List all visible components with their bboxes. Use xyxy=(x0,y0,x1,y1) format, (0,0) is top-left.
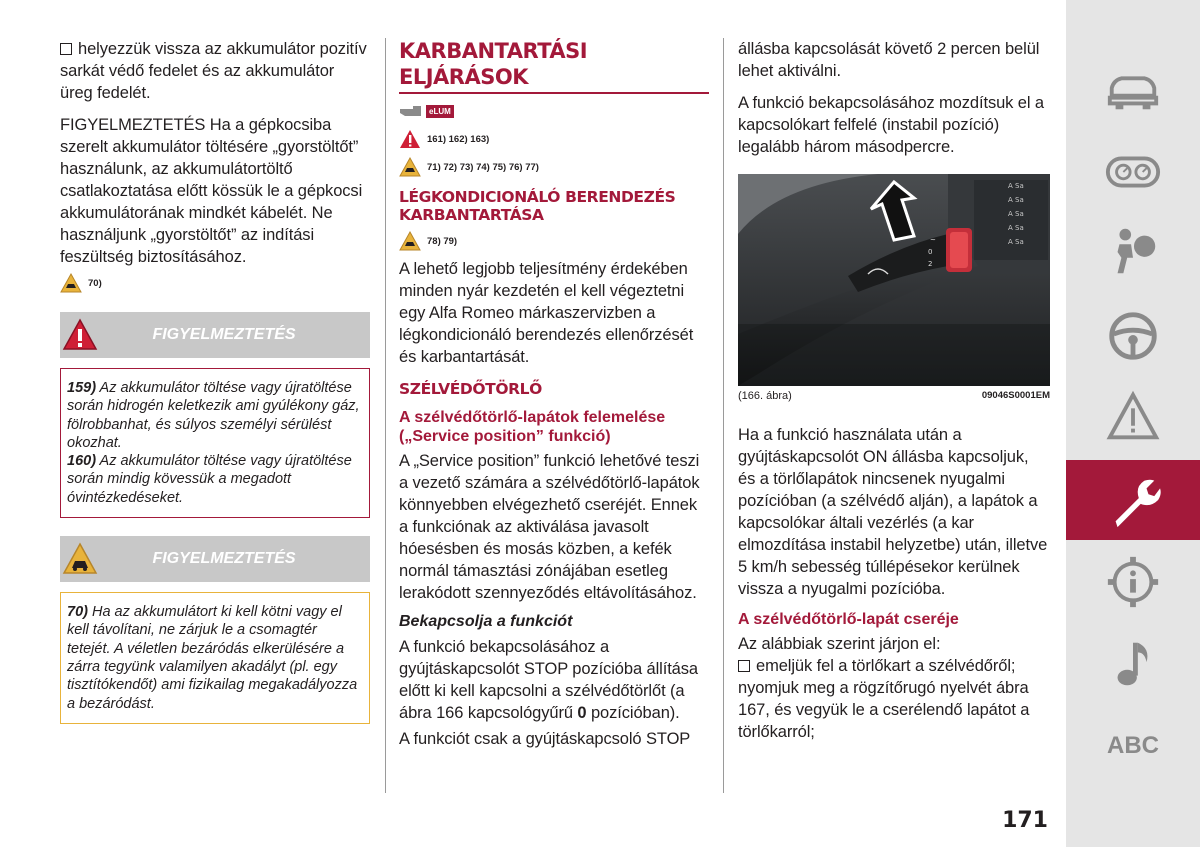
bullet-paragraph xyxy=(60,38,370,104)
activate-paragraph-2: A funkciót csak a gyújtáskapcsoló STOP xyxy=(399,730,691,748)
sidebar-item-warning[interactable] xyxy=(1066,378,1200,458)
warning-text: Az akkumulátor töltése vagy újratöltése során hidrogén keletkezik ami gyúlékony gáz, fölrobbanhat, és súlyos személyi sérülést okozhat. xyxy=(67,380,360,451)
sidebar-item-maintenance[interactable] xyxy=(1066,460,1200,540)
svg-text:A Sa: A Sa xyxy=(1008,238,1024,246)
activate-bold: 0 xyxy=(577,704,587,722)
after-use-paragraph: Ha a funkció használata után a gyújtáskapcsolót ON állásba kapcsoljuk, és a törlőlapátok nincsenek nyugalmi pozícióban (a szélvédő alján), a lapátok a kapcsolókar általi vezérlés (a kar elmozdítása instabil helyzetbe) után, illetve 5 km/h sebesség túllépésekor kerülnek vissza a nyugalmi pozícióba. xyxy=(738,426,1048,598)
warning-body-yellow xyxy=(60,592,370,724)
figure-caption xyxy=(738,390,1050,402)
ref-line-red xyxy=(399,128,709,150)
replace-bullet-text: emeljük fel a törlőkart a szélvédőről; nyomjuk meg a rögzítőrugó nyelvét ábra 167, és vegyük le a cserélendő lapátot a törlőkarról; xyxy=(738,657,1030,741)
replace-intro: Az alábbiak szerint járjon el: xyxy=(738,635,941,653)
elum-line xyxy=(399,100,709,122)
warning-text: Ha az akkumulátort ki kell kötni vagy el kell távolítani, ne zárjuk le a csomagtér tetejét. A véletlen bezáródás elkerülésére a zárra tegyünk valamilyen akadályt (pl. egy tisztítókendőt) ami fizikailag megakadályozza a bezáródást. xyxy=(67,604,358,712)
heading-replace: A szélvédőtörlő-lapát cseréje xyxy=(738,611,959,628)
heading-ac: LÉGKONDICIONÁLÓ BERENDEZÉS KARBANTARTÁSA xyxy=(399,188,676,224)
column-1 xyxy=(60,38,370,724)
warning-number: 160) xyxy=(67,453,97,470)
svg-text:A Sa: A Sa xyxy=(1008,210,1024,218)
warning-triangle-icon xyxy=(1104,389,1162,447)
red-warning-icon xyxy=(399,129,421,149)
warning-number: 159) xyxy=(67,380,97,396)
ref-numbers: 161) 162) 163) xyxy=(427,133,490,145)
activate-text: pozícióban). xyxy=(586,704,680,722)
music-note-icon xyxy=(1104,635,1162,693)
ref-line-yellow xyxy=(399,156,709,178)
column-divider xyxy=(723,38,724,793)
info-gear-icon xyxy=(1104,553,1162,611)
ref-line-ac xyxy=(399,230,709,252)
svg-text:2: 2 xyxy=(928,260,933,268)
sidebar-item-index[interactable] xyxy=(1066,706,1200,786)
activate-text: A funkció bekapcsolásához a gyújtáskapcsolót STOP pozícióba állítása előtt ki kell kapcsolni a szélvédőtörlőt (a ábra 166 kapcsológyűrű xyxy=(399,638,698,722)
warning-text: Az akkumulátor töltése vagy újratöltése során mindig kövessük a megadott óvintézkedéseket. xyxy=(67,453,352,506)
page-number: 171 xyxy=(1002,808,1048,833)
warning-paragraph: FIGYELMEZTETÉS Ha a gépkocsiba szerelt akkumulátor töltésére „gyorstöltőt” használunk, az akkumulátortöltő csatlakoztatása előtt kössük le a gépkocsi akkumulátorának mindkét kábelét. Ne használjunk „gyorstöltőt” az indítási feszültség biztosításához. xyxy=(60,116,363,266)
figure-code: 09046S0001EM xyxy=(981,390,1050,401)
ref-numbers: 78) 79) xyxy=(427,235,458,247)
continuation-paragraph: állásba kapcsolását követő 2 percen belül lehet aktiválni. xyxy=(738,40,1040,80)
steering-wheel-icon xyxy=(1104,307,1162,365)
lift-paragraph: A „Service position” funkció lehetővé teszi a vezető számára a szélvédőtörlő-lapátok könnyebben elvégezhető cseréjét. Ennek a funkciónak az aktiválása javasolt hóesésben és mosás közben, a kefék normál támasztási zónájában esetleg lerakódott szennyeződés eltávolításához. xyxy=(399,452,700,602)
warning-header-red xyxy=(60,312,370,358)
ref-numbers: 71) 72) 73) 74) 75) 76) 77) xyxy=(427,161,539,173)
airbag-icon xyxy=(1104,223,1162,281)
replace-bullet xyxy=(738,655,1050,743)
yellow-warning-icon xyxy=(399,157,421,177)
warning-header-yellow xyxy=(60,536,370,582)
ref-number: 70) xyxy=(88,277,102,289)
bullet-text: helyezzük vissza az akkumulátor pozitív sarkát védő fedelet és az akkumulátor üreg fedelét. xyxy=(60,40,367,102)
bullet-checkbox-icon xyxy=(60,43,72,55)
heading-activate: Bekapcsolja a funkciót xyxy=(399,613,573,630)
column-divider xyxy=(385,38,386,793)
column-2 xyxy=(399,38,709,750)
sidebar-item-steering[interactable] xyxy=(1066,296,1200,376)
sidebar-item-info[interactable] xyxy=(1066,542,1200,622)
svg-text:~: ~ xyxy=(930,236,936,244)
pointing-hand-icon xyxy=(399,104,423,118)
ref-line-70 xyxy=(60,272,370,294)
svg-text:0: 0 xyxy=(928,248,933,256)
yellow-warning-icon xyxy=(399,231,421,251)
sidebar-item-airbag[interactable] xyxy=(1066,212,1200,292)
activation-paragraph: A funkció bekapcsolásához mozdítsuk el a kapcsolókart felfelé (instabil pozíció) legalább három másodpercre. xyxy=(738,94,1045,156)
ac-paragraph: A lehető legjobb teljesítmény érdekében minden nyár kezdetén el kell végeztetni egy Alfa Romeo márkaszervizben a légkondicionáló berendezés ellenőrzését és karbantartását. xyxy=(399,260,694,366)
svg-text:A Sa: A Sa xyxy=(1008,196,1024,204)
section-title: KARBANTARTÁSI ELJÁRÁSOK xyxy=(399,38,709,94)
bullet-checkbox-icon xyxy=(738,660,750,672)
chapter-sidebar xyxy=(1066,0,1200,847)
sidebar-item-audio[interactable] xyxy=(1066,624,1200,704)
elum-badge: eLUM xyxy=(426,105,454,118)
wiper-stalk-photo xyxy=(738,174,1050,386)
figure-label: (166. ábra) xyxy=(738,390,792,402)
column-3 xyxy=(738,38,1050,743)
heading-wiper: SZÉLVÉDŐTÖRLŐ xyxy=(399,380,542,398)
car-icon xyxy=(1104,59,1162,117)
dashboard-icon xyxy=(1104,143,1162,201)
heading-lift: A szélvédőtörlő-lapátok felemelése („Service position” funkció) xyxy=(399,409,666,445)
warning-number: 70) xyxy=(67,604,88,621)
warning-title: FIGYELMEZTETÉS xyxy=(152,326,296,343)
sidebar-item-car[interactable] xyxy=(1066,48,1200,128)
warning-title: FIGYELMEZTETÉS xyxy=(152,550,296,568)
sidebar-item-dashboard[interactable] xyxy=(1066,132,1200,212)
activate-paragraph xyxy=(399,636,709,724)
svg-text:A Sa: A Sa xyxy=(1008,182,1024,190)
warning-body-red xyxy=(60,368,370,518)
yellow-warning-icon xyxy=(60,273,82,293)
svg-text:A Sa: A Sa xyxy=(1008,224,1024,232)
wrench-icon xyxy=(1104,471,1162,529)
abc-index-label: ABC xyxy=(1107,732,1159,759)
